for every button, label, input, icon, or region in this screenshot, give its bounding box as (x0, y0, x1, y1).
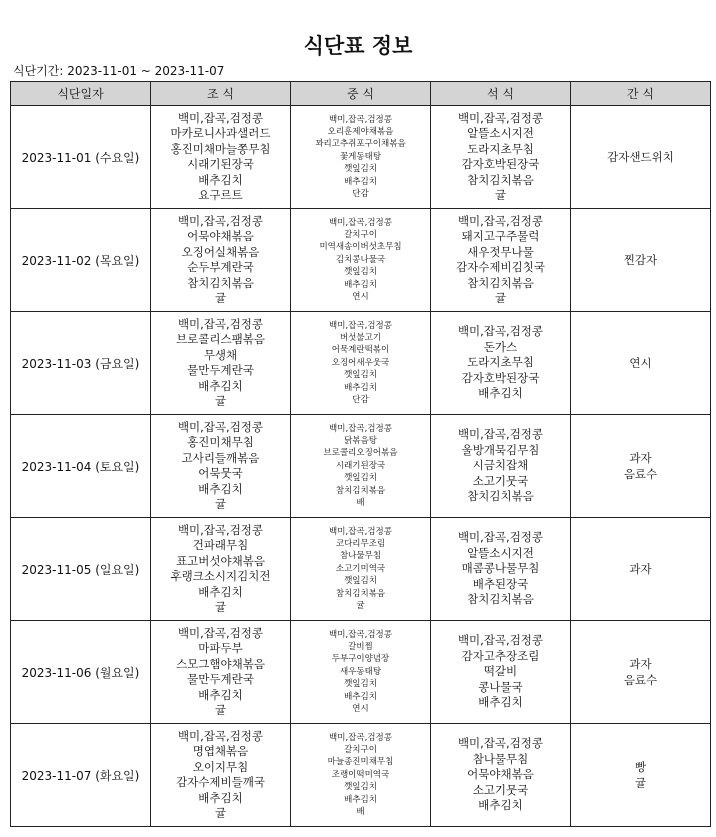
menu-item: 갈치구이 (344, 229, 377, 240)
breakfast-cell (151, 724, 291, 827)
menu-item: 백미,잡곡,검정콩 (329, 114, 392, 125)
menu-item: 배추김치 (198, 790, 243, 805)
menu-item: 오징어실채볶음 (181, 244, 260, 259)
dinner-cell (431, 209, 571, 312)
menu-item: 표고버섯야채볶음 (176, 553, 265, 568)
header-dinner: 석 식 (431, 82, 571, 106)
menu-item: 깻잎김치 (344, 370, 377, 381)
date-cell: 2023-11-05 (일요일) (11, 518, 151, 621)
menu-item: 백미,잡곡,검정콩 (457, 110, 544, 125)
dinner-cell (431, 518, 571, 621)
menu-period: 식단기간: 2023-11-01 ~ 2023-11-07 (13, 64, 225, 78)
menu-item: 도라지초무침 (467, 355, 534, 370)
menu-item: 오징어새우웃국 (331, 357, 390, 368)
menu-item: 배추김치 (344, 691, 377, 702)
menu-item: 두부구이양념장 (331, 654, 390, 665)
menu-item: 요구르트 (198, 188, 243, 202)
menu-item: 소고기미역국 (335, 563, 386, 574)
menu-item: 물만두계란국 (187, 363, 254, 377)
header-breakfast: 조 식 (151, 82, 291, 106)
menu-item: 참치김치볶음 (467, 592, 534, 607)
menu-item: 도라지초무침 (467, 141, 534, 156)
snack-cell (571, 312, 711, 415)
breakfast-cell (151, 415, 291, 518)
menu-item: 귤 (214, 394, 227, 408)
table-body (11, 106, 711, 827)
breakfast-cell (151, 312, 291, 415)
menu-item: 시래기된장국 (187, 157, 254, 171)
menu-item: 소고기뭇국 (472, 782, 529, 797)
menu-item: 백미,잡곡,검정콩 (177, 419, 264, 434)
menu-item: 미역새송이버섯초무침 (319, 242, 402, 253)
snack-cell (571, 621, 711, 724)
snack-cell (571, 724, 711, 827)
menu-item: 찐감자 (623, 253, 658, 267)
menu-item: 배추김치 (344, 794, 377, 805)
menu-item: 어묵야채볶음 (467, 767, 534, 782)
lunch-cell (291, 415, 431, 518)
dinner-cell (431, 415, 571, 518)
table-row (11, 415, 711, 518)
menu-item: 참나물무침 (339, 551, 382, 562)
menu-item: 소고기뭇국 (472, 473, 529, 488)
menu-item: 깻잎김치 (344, 782, 377, 793)
menu-item: 배추김치 (478, 798, 523, 813)
menu-item: 갈비찜 (348, 641, 373, 652)
menu-item: 단감 (352, 189, 369, 200)
table-header-row (11, 82, 711, 106)
menu-item: 백미,잡곡,검정콩 (457, 736, 544, 751)
menu-item: 백미,잡곡,검정콩 (177, 213, 264, 228)
lunch-cell (291, 209, 431, 312)
menu-item: 새우젓무나물 (467, 244, 534, 259)
menu-item: 오이지무침 (192, 759, 249, 774)
menu-item: 갈치구이 (344, 744, 377, 755)
menu-item: 명엽채볶음 (192, 744, 249, 758)
menu-item: 브로콜리오징어볶음 (323, 448, 398, 459)
menu-item: 연시 (352, 292, 369, 303)
menu-item: 어묵계란떡볶이 (331, 345, 390, 356)
menu-item: 음료수 (623, 467, 658, 481)
menu-item: 배추김치 (344, 382, 377, 393)
menu-item: 백미,잡곡,검정콩 (177, 522, 264, 537)
menu-item: 알뜰소시지전 (467, 545, 534, 560)
lunch-cell (291, 724, 431, 827)
menu-item: 참치김치볶음 (335, 588, 386, 599)
menu-item: 배추김치 (198, 378, 243, 393)
lunch-cell (291, 312, 431, 415)
menu-item: 백미,잡곡,검정콩 (329, 217, 392, 228)
lunch-cell (291, 106, 431, 209)
table-row (11, 518, 711, 621)
menu-item: 감자고추장조림 (461, 648, 540, 663)
snack-cell (571, 106, 711, 209)
menu-item: 백미,잡곡,검정콩 (329, 732, 392, 743)
menu-item: 후랭크소시지김치전 (170, 569, 271, 583)
menu-item: 귤 (214, 806, 227, 820)
menu-item: 연시 (629, 356, 652, 370)
menu-item: 새우동태탕 (339, 666, 382, 677)
header-date: 식단일자 (11, 82, 151, 106)
menu-item: 귤 (494, 291, 507, 305)
table-row (11, 209, 711, 312)
menu-item: 배추김치 (198, 172, 243, 187)
page-title: 식단표 정보 (303, 34, 413, 58)
menu-item: 단감 (352, 395, 369, 406)
menu-item: 울방개묵김무침 (461, 442, 540, 457)
menu-item: 연시 (352, 704, 369, 715)
menu-item: 귤 (214, 291, 227, 305)
menu-item: 참치김치볶음 (467, 172, 534, 187)
menu-item: 과자 (629, 451, 652, 465)
menu-item: 배추김치 (198, 687, 243, 702)
menu-item: 배추김치 (198, 481, 243, 496)
snack-cell (571, 518, 711, 621)
menu-item: 배추김치 (198, 584, 243, 599)
menu-item: 음료수 (623, 673, 658, 687)
menu-item: 귤 (634, 776, 647, 790)
menu-item: 깻잎김치 (344, 164, 377, 175)
date-cell: 2023-11-04 (토요일) (11, 415, 151, 518)
menu-item: 시금치잡채 (472, 458, 529, 473)
menu-item: 백미,잡곡,검정콩 (177, 625, 264, 640)
menu-item: 닭볶음탕 (344, 435, 377, 446)
menu-item: 무생채 (203, 347, 238, 362)
menu-item: 꽃게동태탕 (339, 151, 382, 162)
menu-item: 배추된장국 (472, 576, 529, 591)
menu-item: 스모그햄야채볶음 (176, 656, 265, 671)
menu-item: 깻잎김치 (344, 267, 377, 278)
breakfast-cell (151, 621, 291, 724)
menu-item: 백미,잡곡,검정콩 (177, 316, 264, 331)
menu-item: 깻잎김치 (344, 679, 377, 690)
menu-item: 참치김치볶음 (187, 275, 254, 290)
menu-item: 꽈리고추쥐포구이채볶음 (315, 139, 406, 150)
menu-item: 알뜰소시지전 (467, 126, 534, 140)
menu-item: 귤 (494, 188, 507, 202)
dinner-cell (431, 621, 571, 724)
menu-item: 감자수제비김칫국 (456, 260, 545, 274)
table-row (11, 312, 711, 415)
date-cell: 2023-11-07 (화요일) (11, 724, 151, 827)
menu-item: 어묵뭇국 (198, 466, 243, 480)
menu-item: 배 (356, 498, 365, 509)
menu-item: 순두부계란국 (187, 260, 254, 274)
menu-item: 고사리들깨볶음 (181, 450, 260, 465)
menu-item: 백미,잡곡,검정콩 (329, 526, 392, 537)
snack-cell (571, 415, 711, 518)
menu-item: 김치콩나물국 (335, 254, 386, 265)
menu-item: 참치김치볶음 (335, 485, 386, 496)
menu-item: 배 (356, 807, 365, 818)
menu-item: 홍진미채무침 (187, 435, 254, 449)
header-snack: 간 식 (571, 82, 711, 106)
menu-item: 시래기된장국 (335, 460, 386, 471)
menu-item: 버섯불고기 (339, 332, 382, 343)
menu-item: 감자샌드위치 (607, 150, 674, 164)
menu-item: 오리훈제야채볶음 (327, 126, 394, 137)
menu-item: 백미,잡곡,검정콩 (177, 110, 264, 125)
dinner-cell (431, 312, 571, 415)
table-row (11, 621, 711, 724)
menu-item: 코다리무조림 (335, 538, 386, 549)
menu-item: 참나물무침 (472, 751, 529, 766)
dinner-cell (431, 106, 571, 209)
menu-item: 마파두부 (198, 641, 243, 655)
menu-item: 백미,잡곡,검정콩 (457, 213, 544, 228)
date-cell: 2023-11-03 (금요일) (11, 312, 151, 415)
menu-item: 백미,잡곡,검정콩 (329, 629, 392, 640)
menu-item: 브로콜리스팸볶음 (176, 332, 265, 346)
menu-item: 백미,잡곡,검정콩 (177, 728, 264, 743)
lunch-cell (291, 518, 431, 621)
menu-item: 참치김치볶음 (467, 275, 534, 290)
menu-item: 배추김치 (478, 695, 523, 710)
menu-item: 마늘종진미채무침 (327, 757, 394, 768)
menu-item: 감자수제비들깨국 (176, 775, 265, 789)
menu-table (10, 81, 711, 827)
menu-item: 조랭이떡미역국 (331, 769, 390, 780)
table-row (11, 724, 711, 827)
breakfast-cell (151, 106, 291, 209)
menu-item: 배추김치 (344, 176, 377, 187)
menu-item: 귤 (214, 497, 227, 511)
menu-item: 떡갈비 (483, 664, 518, 679)
table-row (11, 106, 711, 209)
menu-item: 귤 (214, 703, 227, 717)
breakfast-cell (151, 518, 291, 621)
date-cell: 2023-11-02 (목요일) (11, 209, 151, 312)
menu-item: 물만두계란국 (187, 672, 254, 686)
menu-item: 홍진미채마늘쫑무침 (170, 141, 271, 156)
menu-item: 백미,잡곡,검정콩 (329, 423, 392, 434)
menu-item: 백미,잡곡,검정콩 (329, 320, 392, 331)
menu-item: 과자 (629, 562, 652, 576)
header-lunch: 중 식 (291, 82, 431, 106)
menu-item: 감자호박된장국 (461, 370, 540, 385)
menu-item: 과자 (629, 657, 652, 671)
menu-item: 감자호박된장국 (461, 157, 540, 171)
menu-item: 빵 (634, 760, 647, 774)
menu-item: 백미,잡곡,검정콩 (457, 324, 544, 339)
menu-item: 백미,잡곡,검정콩 (457, 633, 544, 648)
dinner-cell (431, 724, 571, 827)
menu-item: 배추김치 (344, 279, 377, 290)
menu-item: 돈가스 (483, 339, 518, 354)
breakfast-cell (151, 209, 291, 312)
date-cell: 2023-11-01 (수요일) (11, 106, 151, 209)
menu-item: 귤 (356, 601, 365, 612)
menu-item: 돼지고구주물럭 (461, 229, 540, 243)
menu-item: 건파래무침 (192, 538, 249, 552)
menu-item: 깻잎김치 (344, 473, 377, 484)
lunch-cell (291, 621, 431, 724)
menu-item: 배추김치 (478, 386, 523, 401)
menu-item: 마카로니사과샐러드 (170, 126, 271, 140)
menu-item: 백미,잡곡,검정콩 (457, 530, 544, 545)
date-cell: 2023-11-06 (월요일) (11, 621, 151, 724)
menu-item: 귤 (214, 600, 227, 614)
menu-item: 콩나물국 (478, 679, 523, 694)
menu-item: 깻잎김치 (344, 576, 377, 587)
menu-item: 참치김치볶음 (467, 489, 534, 504)
snack-cell (571, 209, 711, 312)
menu-item: 매콤콩나물무침 (461, 561, 540, 576)
menu-item: 백미,잡곡,검정콩 (457, 427, 544, 442)
menu-item: 어묵야채볶음 (187, 229, 254, 243)
